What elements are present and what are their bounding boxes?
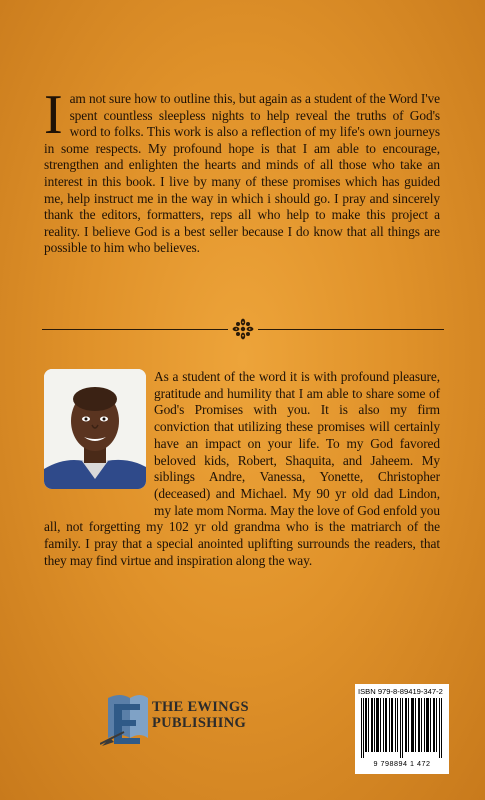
isbn-barcode — [355, 684, 449, 774]
drop-cap: I — [44, 84, 63, 146]
intro-paragraph — [44, 84, 440, 257]
bio-text: As a student of the word it is with profound pleasure, gratitude and humility that I am able to share some of God's Promises with you. It is also my firm conviction that utilizing these promises will certainly have an impact on your life. To my God favored beloved kids, Robert, Shaquita, and Jaheem. My siblings Andre, Vanessa, Yonette, Christopher (deceased) and Michael. My 90 yr old dad Lindon, my late mom Norma. May the love of God enfold you all, not forgetting my 102 yr old grandma who is the matriarch of the family. I pray that a special anointed uplifting surrounds the readers, that they may find virtue and inspiration along the way. — [44, 369, 440, 568]
publisher-line-2: PUBLISHING — [152, 715, 247, 731]
isbn-label: ISBN 979-8-89419-347-2 — [358, 687, 443, 696]
publisher-line-1: THE EWINGS — [152, 699, 249, 715]
barcode-bars — [361, 698, 443, 758]
floral-ornament-icon — [232, 318, 254, 340]
intro-text: am not sure how to outline this, but again as a student of the Word I've spent countless sleepless nights to help reveal the truths of God's word to folks. This work is also a reflection of my life's own journeys in some respects. My profound hope is that I am able to encourage, strengthen and enlighten the hearts and minds of all those who take an interest in this book. I live by many of these promises which has guided me, help instruct me in the way in which i should go. I pray and sincerely thank the editors, formatters, reps all who help to make this project a reality. I believe God is a best seller because I do know that all things are possible to him who believes. — [44, 91, 440, 256]
publisher-name — [152, 699, 249, 731]
barcode-digits: 9 798894 1 472 — [373, 759, 431, 768]
author-photo — [44, 369, 146, 489]
divider-line-left — [42, 329, 228, 330]
publisher-logo-icon — [100, 688, 152, 750]
divider-line-right — [258, 329, 444, 330]
section-divider — [42, 318, 444, 342]
